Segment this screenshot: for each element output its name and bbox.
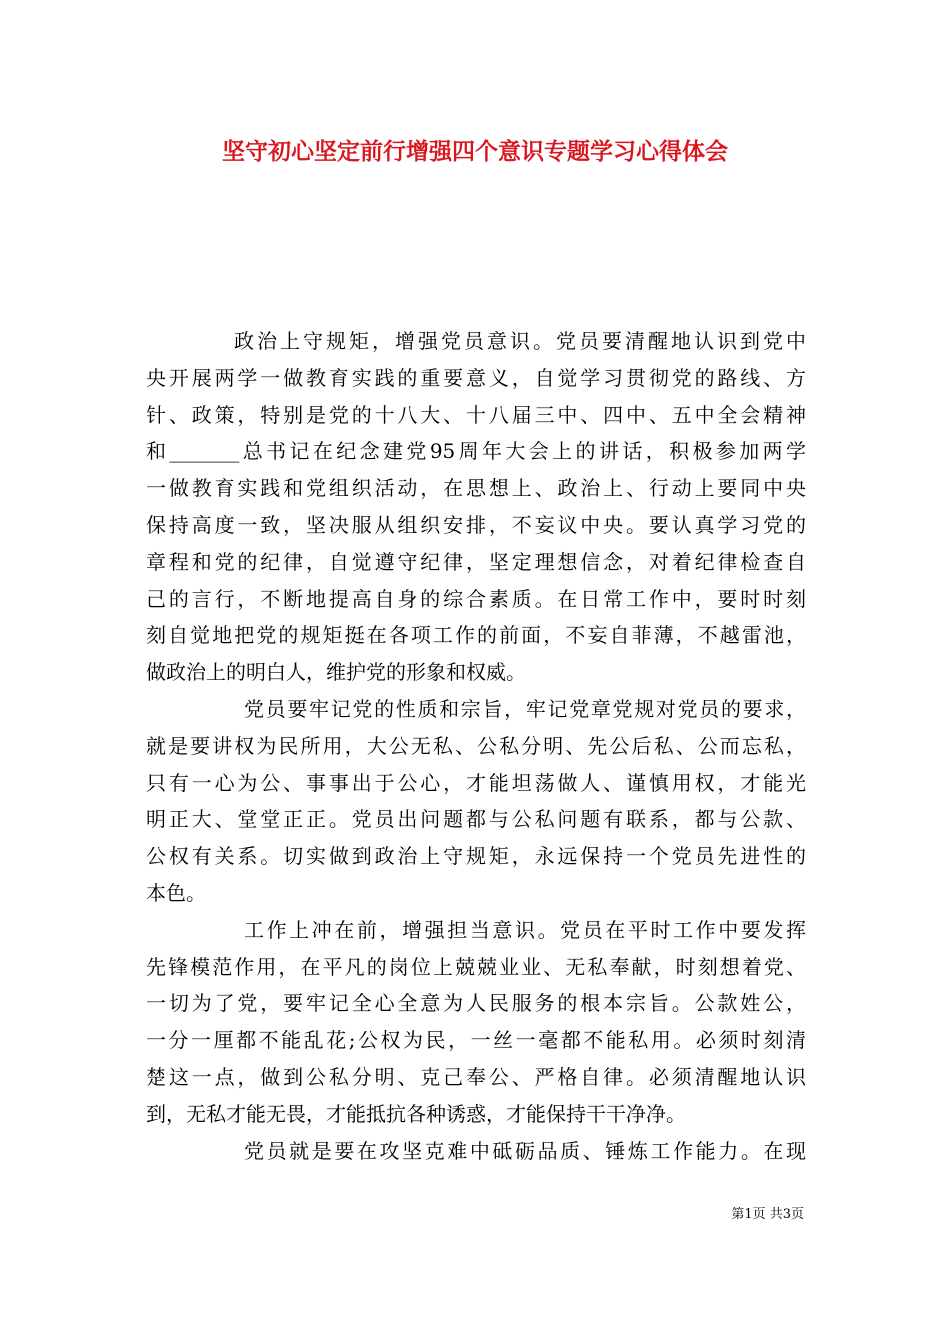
paragraph-line: 只有一心为公、事事出于公心，才能坦荡做人、谨慎用权，才能光 [146,770,806,795]
page-number: 第1页 共3页 [731,1207,804,1222]
paragraph-line: 和_______总书记在纪念建党95周年大会上的讲话，积极参加两学 [146,439,806,464]
paragraph-line: 本色。 [146,880,206,905]
paragraph-line: 一做教育实践和党组织活动，在思想上、政治上、行动上要同中央 [146,476,806,501]
paragraph-line: 政治上守规矩，增强党员意识。党员要清醒地认识到党中 [234,329,806,353]
paragraph-line: 到，无私才能无畏，才能抵抗各种诱惑，才能保持干干净净。 [146,1101,686,1126]
document-body [146,323,806,1169]
paragraph-line: 一分一厘都不能乱花;公权为民，一丝一毫都不能私用。必须时刻清 [146,1028,806,1053]
paragraph-line: 党员要牢记党的性质和宗旨，牢记党章党规对党员的要求， [244,696,806,721]
paragraph-line: 楚这一点，做到公私分明、克己奉公、严格自律。必须清醒地认识 [146,1064,806,1089]
paragraph-line: 己的言行，不断地提高自身的综合素质。在日常工作中，要时时刻 [146,586,806,611]
paragraph-line: 刻自觉地把党的规矩挺在各项工作的前面，不妄自菲薄，不越雷池， [146,623,806,648]
paragraph-line: 做政治上的明白人，维护党的形象和权威。 [146,660,526,685]
paragraph-line: 保持高度一致，坚决服从组织安排，不妄议中央。要认真学习党的 [146,512,806,537]
paragraph-line: 章程和党的纪律，自觉遵守纪律，坚定理想信念，对着纪律检查自 [146,549,806,574]
paragraph-line: 先锋模范作用，在平凡的岗位上兢兢业业、无私奉献，时刻想着党、 [146,954,806,979]
paragraph-line: 央开展两学一做教育实践的重要意义，自觉学习贯彻党的路线、方 [146,365,806,390]
document-title: 坚守初心坚定前行增强四个意识专题学习心得体会 [222,138,728,165]
paragraph-line: 工作上冲在前，增强担当意识。党员在平时工作中要发挥 [244,917,806,942]
paragraph-line: 就是要讲权为民所用，大公无私、公私分明、先公后私、公而忘私， [146,733,806,758]
paragraph-line: 公权有关系。切实做到政治上守规矩，永远保持一个党员先进性的 [146,844,806,869]
paragraph-line: 一切为了党，要牢记全心全意为人民服务的根本宗旨。公款姓公， [146,991,806,1016]
paragraph-line: 针、政策，特别是党的十八大、十八届三中、四中、五中全会精神 [146,402,806,427]
paragraph-line: 党员就是要在攻坚克难中砥砺品质、锤炼工作能力。在现 [244,1138,806,1163]
paragraph-line: 明正大、堂堂正正。党员出问题都与公私问题有联系，都与公款、 [146,807,806,832]
